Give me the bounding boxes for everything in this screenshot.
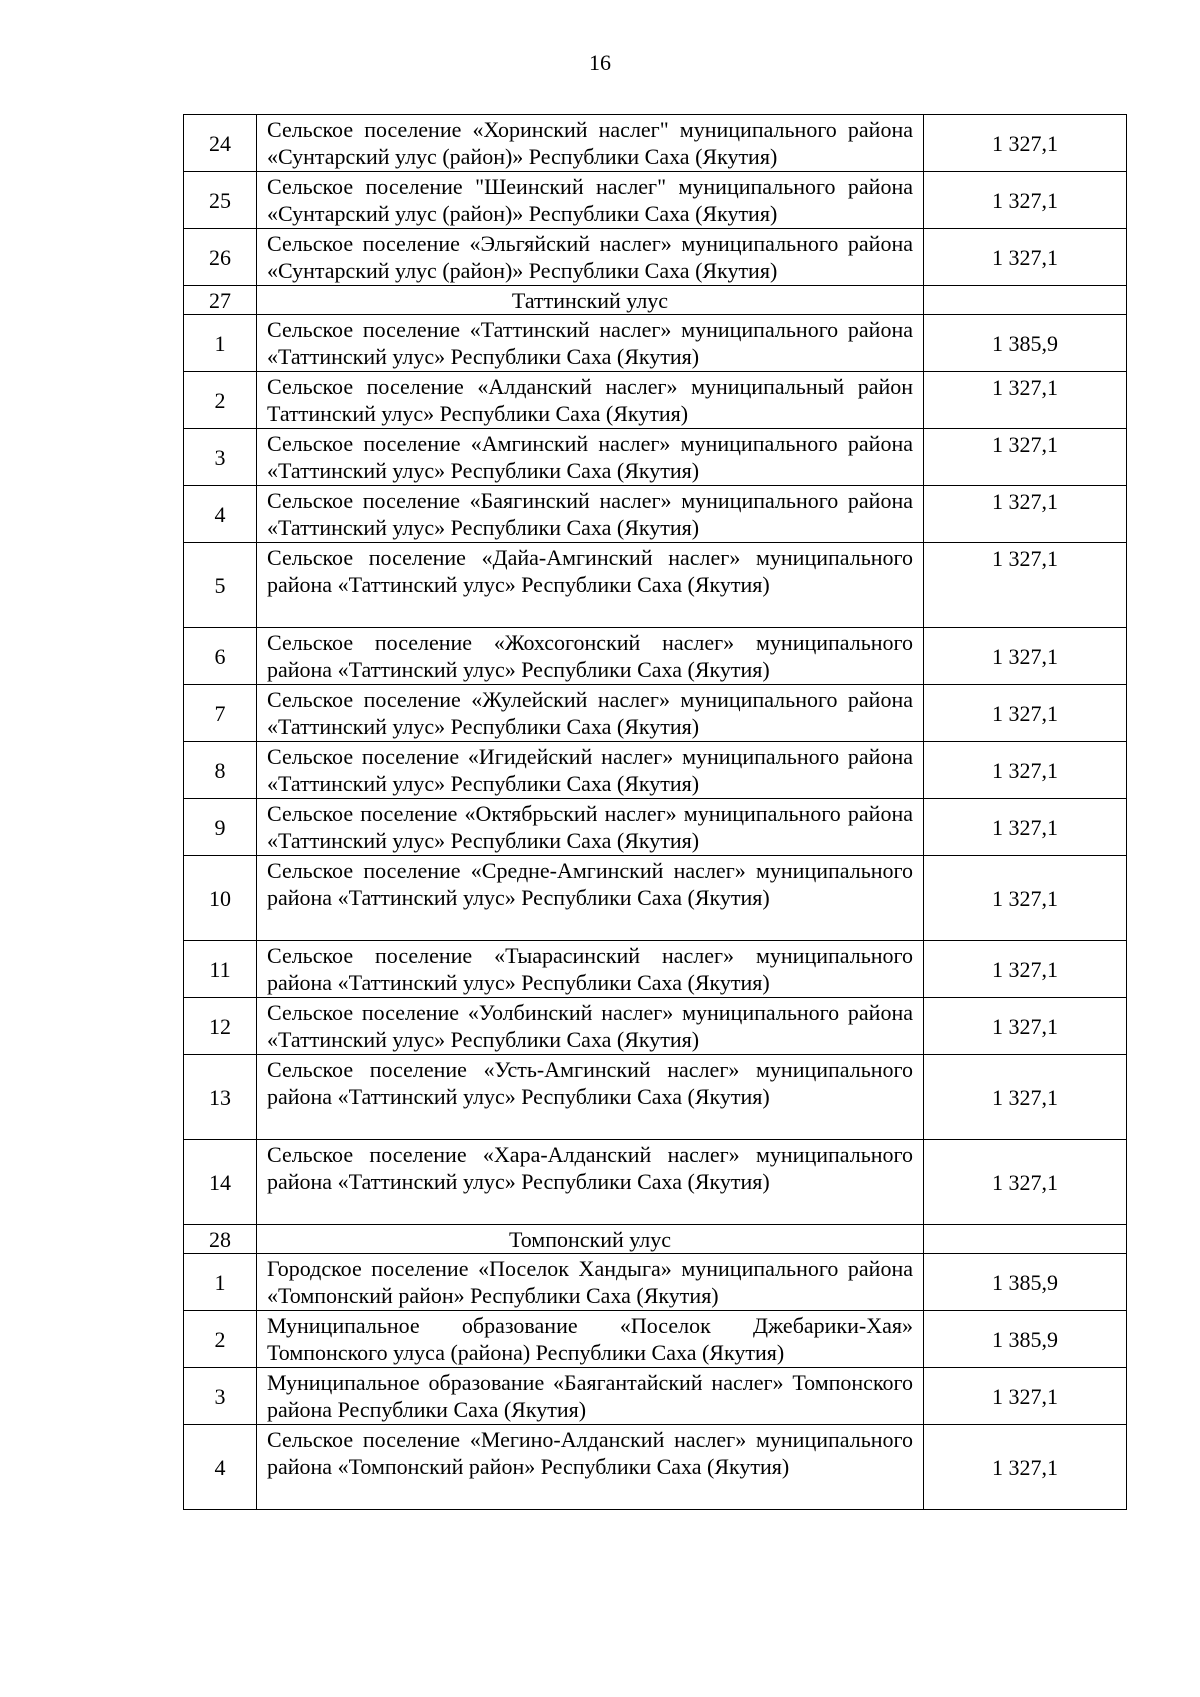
table-group-row xyxy=(184,1225,1127,1254)
table-row xyxy=(184,372,1127,429)
row-number: 13 xyxy=(184,1055,257,1140)
row-number: 1 xyxy=(184,1254,257,1311)
settlement-value: 1 385,9 xyxy=(924,1311,1127,1368)
table-row xyxy=(184,229,1127,286)
row-number: 12 xyxy=(184,998,257,1055)
table-row xyxy=(184,1254,1127,1311)
row-number: 8 xyxy=(184,742,257,799)
row-number: 4 xyxy=(184,486,257,543)
settlements-table xyxy=(183,114,1127,1510)
settlement-name: Сельское поселение «Хара-Алданский наслег» муниципального района «Таттинский улус» Республики Саха (Якутия) xyxy=(257,1140,924,1225)
settlement-value: 1 385,9 xyxy=(924,315,1127,372)
row-number: 26 xyxy=(184,229,257,286)
table-row xyxy=(184,486,1127,543)
settlement-value: 1 327,1 xyxy=(924,1425,1127,1510)
row-number: 2 xyxy=(184,1311,257,1368)
settlement-value: 1 327,1 xyxy=(924,486,1127,543)
settlement-name: Сельское поселение «Игидейский наслег» муниципального района «Таттинский улус» Республики Саха (Якутия) xyxy=(257,742,924,799)
settlement-name: Муниципальное образование «Баягантайский наслег» Томпонского района Республики Саха (Якутия) xyxy=(257,1368,924,1425)
settlement-name: Сельское поселение «Средне-Амгинский наслег» муниципального района «Таттинский улус» Республики Саха (Якутия) xyxy=(257,856,924,941)
table-row xyxy=(184,115,1127,172)
table-row xyxy=(184,1055,1127,1140)
settlement-value: 1 327,1 xyxy=(924,1140,1127,1225)
settlement-name: Сельское поселение «Октябрьский наслег» муниципального района «Таттинский улус» Республики Саха (Якутия) xyxy=(257,799,924,856)
settlement-value: 1 327,1 xyxy=(924,856,1127,941)
table-row xyxy=(184,941,1127,998)
group-number: 27 xyxy=(184,286,257,315)
table-group-row xyxy=(184,286,1127,315)
settlement-name: Сельское поселение «Амгинский наслег» муниципального района «Таттинский улус» Республики Саха (Якутия) xyxy=(257,429,924,486)
row-number: 5 xyxy=(184,543,257,628)
settlement-value: 1 327,1 xyxy=(924,998,1127,1055)
settlement-name: Сельское поселение «Тыарасинский наслег» муниципального района «Таттинский улус» Республики Саха (Якутия) xyxy=(257,941,924,998)
table-row xyxy=(184,1425,1127,1510)
table-row xyxy=(184,998,1127,1055)
settlement-value: 1 327,1 xyxy=(924,115,1127,172)
table-row xyxy=(184,685,1127,742)
row-number: 3 xyxy=(184,1368,257,1425)
settlement-name: Сельское поселение «Эльгяйский наслег» муниципального района «Сунтарский улус (район)» Республики Саха (Якутия) xyxy=(257,229,924,286)
settlement-value: 1 327,1 xyxy=(924,1055,1127,1140)
settlement-name: Сельское поселение «Жохсогонский наслег» муниципального района «Таттинский улус» Республики Саха (Якутия) xyxy=(257,628,924,685)
table-body xyxy=(184,115,1127,1510)
settlement-name: Сельское поселение «Усть-Амгинский наслег» муниципального района «Таттинский улус» Республики Саха (Якутия) xyxy=(257,1055,924,1140)
settlement-value: 1 327,1 xyxy=(924,941,1127,998)
row-number: 14 xyxy=(184,1140,257,1225)
row-number: 4 xyxy=(184,1425,257,1510)
settlement-value: 1 327,1 xyxy=(924,172,1127,229)
row-number: 24 xyxy=(184,115,257,172)
settlement-name: Муниципальное образование «Поселок Джебарики-Хая» Томпонского улуса (района) Республики Саха (Якутия) xyxy=(257,1311,924,1368)
table-row xyxy=(184,628,1127,685)
row-number: 10 xyxy=(184,856,257,941)
settlement-value: 1 327,1 xyxy=(924,543,1127,628)
settlement-name: Сельское поселение «Таттинский наслег» муниципального района «Таттинский улус» Республики Саха (Якутия) xyxy=(257,315,924,372)
table-row xyxy=(184,1368,1127,1425)
table-row xyxy=(184,742,1127,799)
settlement-name: Сельское поселение «Уолбинский наслег» муниципального района «Таттинский улус» Республики Саха (Якутия) xyxy=(257,998,924,1055)
row-number: 7 xyxy=(184,685,257,742)
settlement-name: Городское поселение «Поселок Хандыга» муниципального района «Томпонский район» Республики Саха (Якутия) xyxy=(257,1254,924,1311)
group-number: 28 xyxy=(184,1225,257,1254)
row-number: 2 xyxy=(184,372,257,429)
table-row xyxy=(184,543,1127,628)
settlement-name: Сельское поселение «Баягинский наслег» муниципального района «Таттинский улус» Республики Саха (Якутия) xyxy=(257,486,924,543)
settlement-value: 1 327,1 xyxy=(924,742,1127,799)
row-number: 6 xyxy=(184,628,257,685)
page-number: 16 xyxy=(589,50,611,75)
group-title: Томпонский улус xyxy=(257,1225,924,1254)
settlement-value: 1 327,1 xyxy=(924,685,1127,742)
settlement-name: Сельское поселение "Шеинский наслег" муниципального района «Сунтарский улус (район)» Республики Саха (Якутия) xyxy=(257,172,924,229)
row-number: 3 xyxy=(184,429,257,486)
settlement-name: Сельское поселение «Жулейский наслег» муниципального района «Таттинский улус» Республики Саха (Якутия) xyxy=(257,685,924,742)
group-value xyxy=(924,286,1127,315)
table-row xyxy=(184,1140,1127,1225)
row-number: 11 xyxy=(184,941,257,998)
settlement-value: 1 327,1 xyxy=(924,628,1127,685)
settlement-value: 1 327,1 xyxy=(924,229,1127,286)
row-number: 1 xyxy=(184,315,257,372)
settlement-value: 1 385,9 xyxy=(924,1254,1127,1311)
settlement-name: Сельское поселение «Дайа-Амгинский наслег» муниципального района «Таттинский улус» Республики Саха (Якутия) xyxy=(257,543,924,628)
table-row xyxy=(184,429,1127,486)
settlement-name: Сельское поселение «Хоринский наслег" муниципального района «Сунтарский улус (район)» Республики Саха (Якутия) xyxy=(257,115,924,172)
settlement-name: Сельское поселение «Мегино-Алданский наслег» муниципального района «Томпонский район» Республики Саха (Якутия) xyxy=(257,1425,924,1510)
table-row xyxy=(184,799,1127,856)
settlement-value: 1 327,1 xyxy=(924,429,1127,486)
settlement-name: Сельское поселение «Алданский наслег» муниципальный район Таттинский улус» Республики Саха (Якутия) xyxy=(257,372,924,429)
settlement-value: 1 327,1 xyxy=(924,372,1127,429)
table-row xyxy=(184,172,1127,229)
table-row xyxy=(184,315,1127,372)
table-row xyxy=(184,1311,1127,1368)
group-title: Таттинский улус xyxy=(257,286,924,315)
group-value xyxy=(924,1225,1127,1254)
row-number: 9 xyxy=(184,799,257,856)
settlement-value: 1 327,1 xyxy=(924,799,1127,856)
row-number: 25 xyxy=(184,172,257,229)
table-row xyxy=(184,856,1127,941)
settlement-value: 1 327,1 xyxy=(924,1368,1127,1425)
